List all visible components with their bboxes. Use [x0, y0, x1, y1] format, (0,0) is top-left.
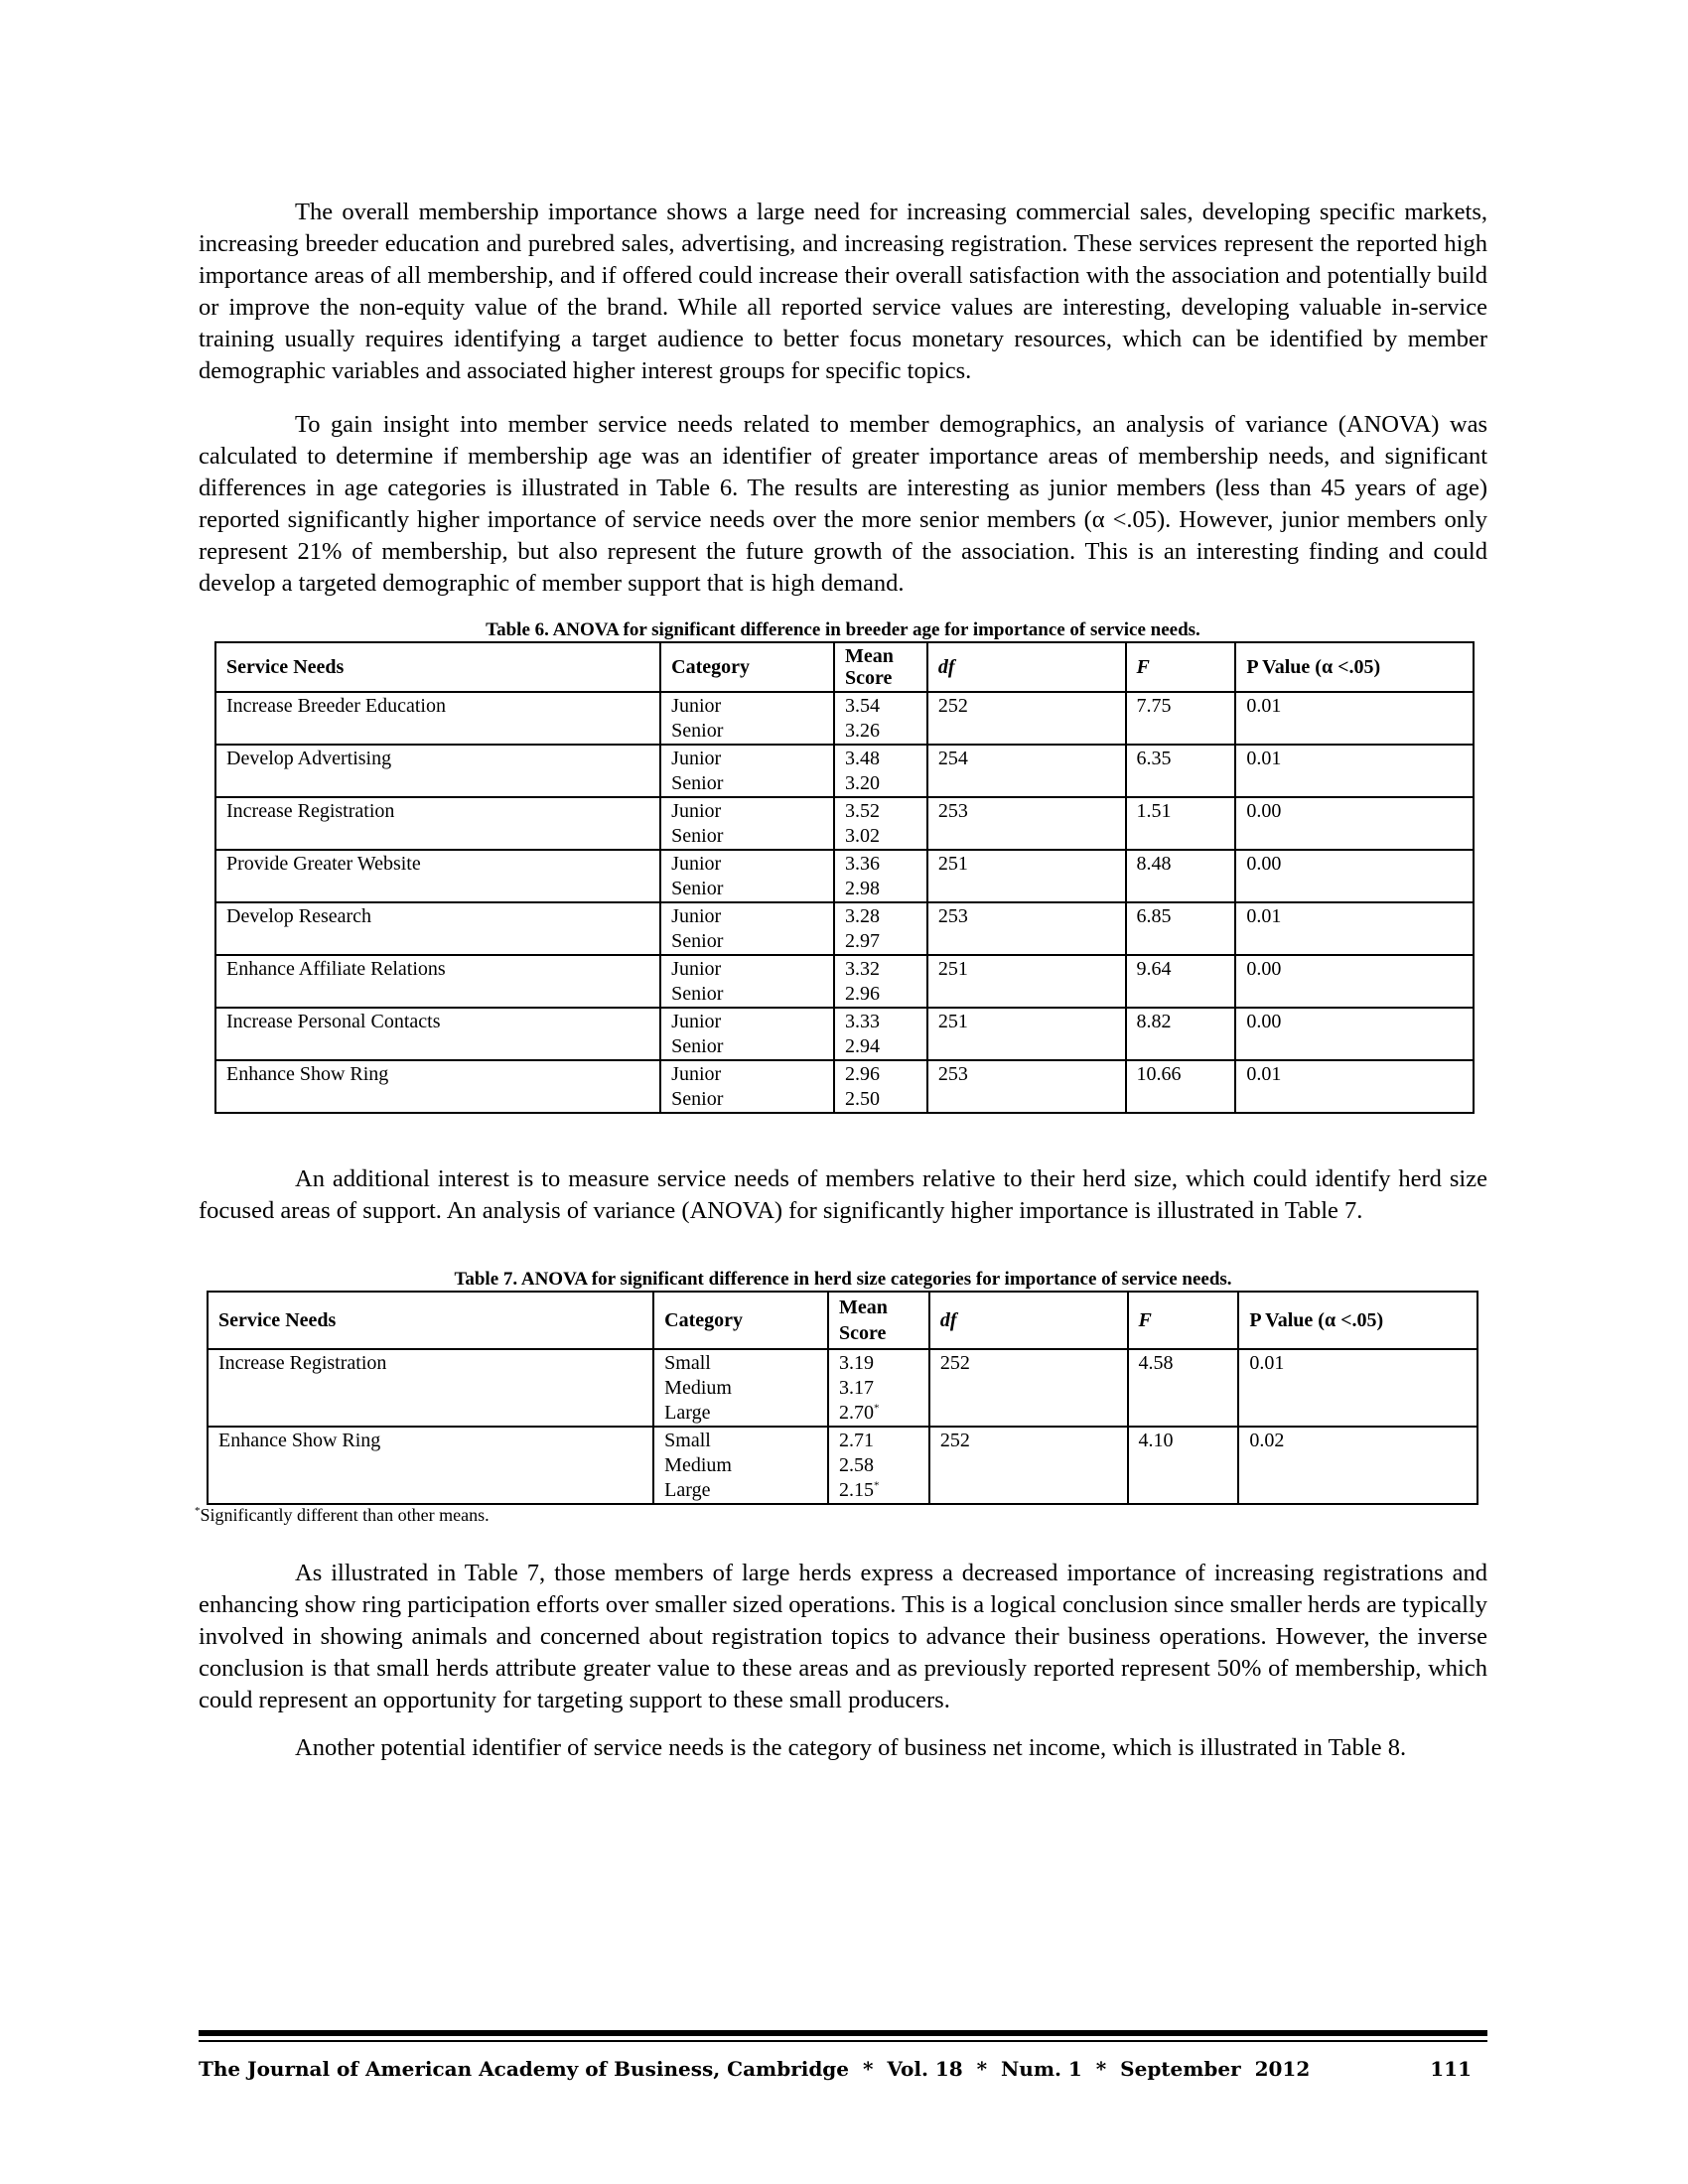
- df-cell: 252: [927, 692, 1126, 745]
- service-need-cell: Provide Greater Website: [215, 850, 660, 902]
- table-row: [215, 850, 1474, 902]
- mean-value: 3.32: [844, 958, 880, 980]
- service-need-cell: Enhance Show Ring: [215, 1060, 660, 1113]
- mean-value: 3.52: [844, 800, 880, 822]
- p-cell: 0.01: [1235, 745, 1474, 797]
- category-value: Senior: [671, 720, 724, 742]
- table7-caption: Table 7. ANOVA for significant difference in herd size categories for importance of service needs.: [454, 1269, 1232, 1290]
- mean-value: 3.28: [844, 905, 880, 927]
- footnote-mark: *: [195, 1505, 201, 1517]
- p-cell: 0.01: [1235, 692, 1474, 745]
- category-value: Senior: [671, 1088, 724, 1110]
- category-value: Junior: [671, 695, 722, 717]
- category-value: Junior: [671, 800, 722, 822]
- category-value: Junior: [671, 748, 722, 769]
- category-value: Small: [664, 1352, 711, 1374]
- service-need-cell: Develop Research: [215, 902, 660, 955]
- table-row: [215, 902, 1474, 955]
- category-value: Medium: [664, 1454, 732, 1476]
- mean-value: 2.97: [844, 930, 880, 952]
- category-value: Junior: [671, 958, 722, 980]
- header-category: Category: [653, 1292, 828, 1349]
- category-cell: [653, 1349, 828, 1427]
- category-cell: [653, 1427, 828, 1504]
- category-value: Senior: [671, 1035, 724, 1057]
- table-row: [215, 1060, 1474, 1113]
- category-value: Small: [664, 1430, 711, 1451]
- f-cell: 6.35: [1126, 745, 1236, 797]
- category-value: Senior: [671, 878, 724, 899]
- f-cell: 4.10: [1128, 1427, 1239, 1504]
- mean-cell: [834, 902, 927, 955]
- page-footer: [199, 2057, 1472, 2081]
- df-cell: 251: [927, 1008, 1126, 1060]
- category-value: Senior: [671, 772, 724, 794]
- header-df: df: [929, 1292, 1128, 1349]
- header-service-needs: Service Needs: [208, 1292, 653, 1349]
- f-cell: 7.75: [1126, 692, 1236, 745]
- df-cell: 252: [929, 1427, 1128, 1504]
- footer-rule-thin: [199, 2040, 1487, 2042]
- header-mean-score: Mean Score: [834, 642, 927, 692]
- paragraph-3: An additional interest is to measure service needs of members relative to their herd size, which could identify herd size focused areas of support. An analysis of variance (ANOVA) for significantly higher importance is illustrated in Table 7.: [199, 1165, 1487, 1224]
- mean-cell: [834, 797, 927, 850]
- table-row: [215, 692, 1474, 745]
- f-cell: 10.66: [1126, 1060, 1236, 1113]
- paragraph-1: The overall membership importance shows a large need for increasing commercial sales, developing specific markets, increasing breeder education and purebred sales, advertising, and increasing registration. These services represent the reported high importance areas of all membership, and if offered could increase their overall satisfaction with the association and potentially build or improve the non-equity value of the brand. While all reported service values are interesting, developing valuable in-service training usually requires identifying a target audience to better focus monetary resources, which can be identified by member demographic variables and associated higher interest groups for specific topics.: [199, 199, 1487, 384]
- paragraph-4: As illustrated in Table 7, those members of large herds express a decreased importance of increasing registrations and enhancing show ring participation efforts over smaller sized operations. This is a logical conclusion since smaller herds are typically involved in showing animals and concerned about registration topics to advance their business operations. However, the inverse conclusion is that small herds attribute greater value to these areas and as previously reported represent 50% of membership, which could represent an opportunity for targeting support to these small producers.: [199, 1560, 1487, 1713]
- service-need-cell: Enhance Show Ring: [208, 1427, 653, 1504]
- f-cell: 1.51: [1126, 797, 1236, 850]
- paragraph-2: To gain insight into member service needs related to member demographics, an analysis of variance (ANOVA) was calculated to determine if membership age was an identifier of greater importance areas of membership needs, and significant differences in age categories is illustrated in Table 6. The results are interesting as junior members (less than 45 years of age) reported significantly higher importance of service needs over the more senior members (α <.05). However, junior members only represent 21% of membership, but also represent the future growth of the association. This is an interesting finding and could develop a targeted demographic of member support that is high demand.: [199, 411, 1487, 597]
- mean-value: 3.17: [838, 1377, 874, 1399]
- mean-value: 3.20: [844, 772, 880, 794]
- mean-value: 2.15: [838, 1479, 874, 1501]
- mean-cell: [834, 955, 927, 1008]
- df-cell: 254: [927, 745, 1126, 797]
- p-cell: 0.00: [1235, 797, 1474, 850]
- mean-cell: [834, 1008, 927, 1060]
- f-cell: 6.85: [1126, 902, 1236, 955]
- df-cell: 252: [929, 1349, 1128, 1427]
- p-cell: 0.02: [1238, 1427, 1477, 1504]
- p-cell: 0.01: [1235, 1060, 1474, 1113]
- mean-value: 3.19: [838, 1352, 874, 1374]
- service-need-cell: Develop Advertising: [215, 745, 660, 797]
- df-cell: 253: [927, 1060, 1126, 1113]
- table6-caption: Table 6. ANOVA for significant difference in breeder age for importance of service needs.: [486, 619, 1200, 640]
- significance-mark: *: [873, 1479, 880, 1492]
- f-cell: 4.58: [1128, 1349, 1239, 1427]
- p-cell: 0.01: [1238, 1349, 1477, 1427]
- f-cell: 8.82: [1126, 1008, 1236, 1060]
- category-value: Junior: [671, 853, 722, 875]
- mean-value: 3.26: [844, 720, 880, 742]
- mean-cell: [834, 745, 927, 797]
- table-row: [208, 1349, 1477, 1427]
- table-row: [215, 1008, 1474, 1060]
- mean-cell: [828, 1349, 929, 1427]
- header-p-value: P Value (α <.05): [1235, 642, 1474, 692]
- page-content: [195, 197, 1487, 1764]
- category-value: Senior: [671, 930, 724, 952]
- table-row: [215, 955, 1474, 1008]
- mean-value: 3.48: [844, 748, 880, 769]
- mean-value: 3.54: [844, 695, 880, 717]
- table7: [207, 1291, 1478, 1505]
- category-value: Senior: [671, 825, 724, 847]
- mean-value: 2.70: [838, 1402, 874, 1424]
- header-category: Category: [660, 642, 834, 692]
- header-mean-score: Mean Score: [828, 1292, 929, 1349]
- category-value: Senior: [671, 983, 724, 1005]
- category-value: Junior: [671, 1011, 722, 1032]
- service-need-cell: Increase Personal Contacts: [215, 1008, 660, 1060]
- df-cell: 253: [927, 797, 1126, 850]
- mean-cell: [834, 1060, 927, 1113]
- p-cell: 0.00: [1235, 850, 1474, 902]
- header-df: df: [927, 642, 1126, 692]
- table-row: [215, 745, 1474, 797]
- service-need-cell: Enhance Affiliate Relations: [215, 955, 660, 1008]
- header-service-needs: Service Needs: [215, 642, 660, 692]
- category-value: Large: [664, 1402, 711, 1424]
- df-cell: 251: [927, 850, 1126, 902]
- mean-value: 3.33: [844, 1011, 880, 1032]
- header-f: F: [1128, 1292, 1239, 1349]
- category-cell: [660, 1008, 834, 1060]
- category-value: Medium: [664, 1377, 732, 1399]
- p-cell: 0.01: [1235, 902, 1474, 955]
- category-cell: [660, 850, 834, 902]
- paragraph-5: Another potential identifier of service needs is the category of business net income, which is illustrated in Table 8.: [295, 1734, 1407, 1761]
- footnote-text: Significantly different than other means.: [200, 1505, 490, 1525]
- mean-value: 3.36: [844, 853, 880, 875]
- table6-header-row: [215, 642, 1474, 692]
- mean-value: 2.71: [838, 1430, 874, 1451]
- table7-header-row: [208, 1292, 1477, 1349]
- table7-footnote: [195, 1505, 1487, 1526]
- mean-value: 3.02: [844, 825, 880, 847]
- table-row: [208, 1427, 1477, 1504]
- category-value: Junior: [671, 1063, 722, 1085]
- mean-value: 2.96: [844, 1063, 880, 1085]
- table-row: [215, 797, 1474, 850]
- p-cell: 0.00: [1235, 955, 1474, 1008]
- p-cell: 0.00: [1235, 1008, 1474, 1060]
- category-cell: [660, 1060, 834, 1113]
- page-number: 111: [1430, 2057, 1472, 2081]
- category-cell: [660, 902, 834, 955]
- f-cell: 8.48: [1126, 850, 1236, 902]
- service-need-cell: Increase Registration: [215, 797, 660, 850]
- mean-value: 2.98: [844, 878, 880, 899]
- mean-value: 2.50: [844, 1088, 880, 1110]
- mean-value: 2.58: [838, 1454, 874, 1476]
- df-cell: 251: [927, 955, 1126, 1008]
- journal-citation: The Journal of American Academy of Business, Cambridge * Vol. 18 * Num. 1 * September 2012: [199, 2057, 1311, 2081]
- significance-mark: *: [873, 1402, 880, 1415]
- footer-rule-thick: [199, 2030, 1487, 2036]
- mean-cell: [834, 850, 927, 902]
- mean-cell: [834, 692, 927, 745]
- mean-cell: [828, 1427, 929, 1504]
- category-value: Junior: [671, 905, 722, 927]
- df-cell: 253: [927, 902, 1126, 955]
- category-cell: [660, 955, 834, 1008]
- category-cell: [660, 692, 834, 745]
- category-cell: [660, 797, 834, 850]
- service-need-cell: Increase Breeder Education: [215, 692, 660, 745]
- table6: [214, 641, 1475, 1114]
- mean-value: 2.94: [844, 1035, 880, 1057]
- mean-value: 2.96: [844, 983, 880, 1005]
- category-value: Large: [664, 1479, 711, 1501]
- f-cell: 9.64: [1126, 955, 1236, 1008]
- service-need-cell: Increase Registration: [208, 1349, 653, 1427]
- header-f: F: [1126, 642, 1236, 692]
- category-cell: [660, 745, 834, 797]
- header-p-value: P Value (α <.05): [1238, 1292, 1477, 1349]
